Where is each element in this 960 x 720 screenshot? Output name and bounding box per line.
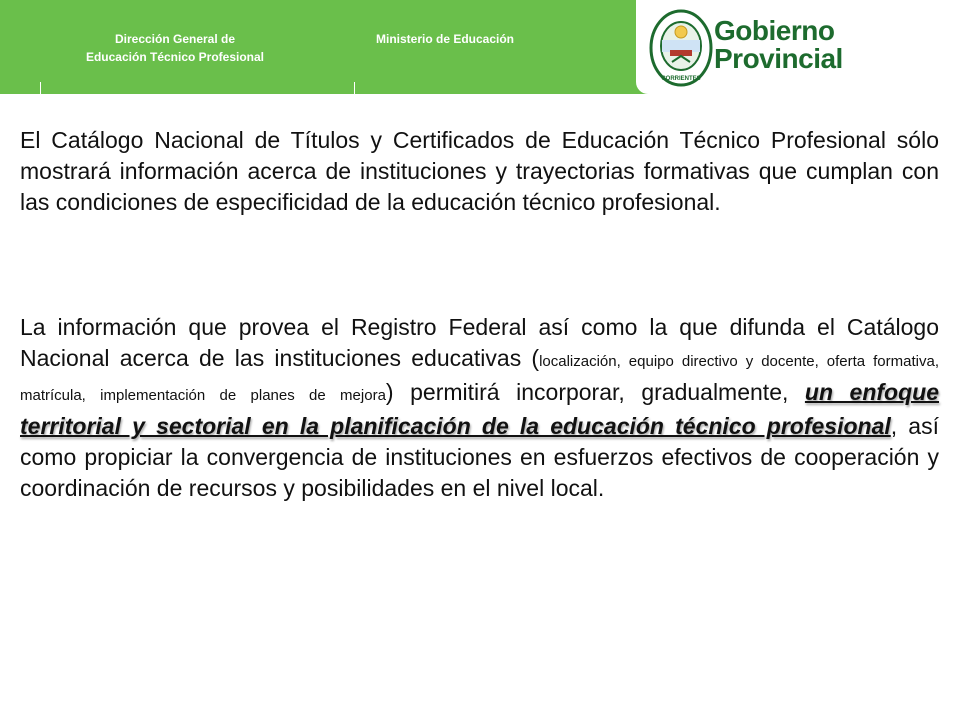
header-band bbox=[0, 0, 960, 96]
department-line-1: Dirección General de bbox=[114, 32, 236, 46]
ministry-title: Ministerio de Educación bbox=[375, 32, 515, 46]
paragraph-registry-intro: La información que provea el Registro Federal así como la que difunda el Catálogo Nacional acerca de las instituciones educativas ( bbox=[20, 314, 939, 371]
header-rule bbox=[0, 94, 960, 96]
brand-line-2: Provincial bbox=[714, 43, 843, 74]
paragraph-registry-end: , así como propiciar la convergencia de instituciones en esfuerzos efectivos de cooperación y coordinación de recursos y posibilidades en el nivel local. bbox=[20, 413, 939, 501]
header-divider-right bbox=[354, 82, 355, 94]
header-divider-left bbox=[40, 82, 41, 94]
paragraph-registry bbox=[20, 312, 939, 504]
seal-lettering: CORRIENTES bbox=[661, 76, 701, 82]
department-line-2: Educación Técnico Profesional bbox=[85, 50, 265, 64]
brand-line-1: Gobierno bbox=[714, 15, 835, 46]
department-title bbox=[20, 30, 330, 66]
paragraph-registry-emphasis: un enfoque territorial y sectorial en la planificación de la educación técnico profesional bbox=[20, 379, 940, 439]
paragraph-registry-middle: ) permitirá incorporar, gradualmente, bbox=[385, 379, 805, 405]
paragraph-registry-details: localización, equipo directivo y docente, oferta formativa, matrícula, implementación de planes de mejora bbox=[20, 353, 939, 404]
paragraph-catalog: El Catálogo Nacional de Títulos y Certificados de Educación Técnico Profesional sólo mostrará información acerca de instituciones y trayectorias formativas que cumplan con las condiciones de especificidad de la educación técnico profesional. bbox=[20, 127, 939, 215]
brand-logo bbox=[636, 0, 960, 94]
